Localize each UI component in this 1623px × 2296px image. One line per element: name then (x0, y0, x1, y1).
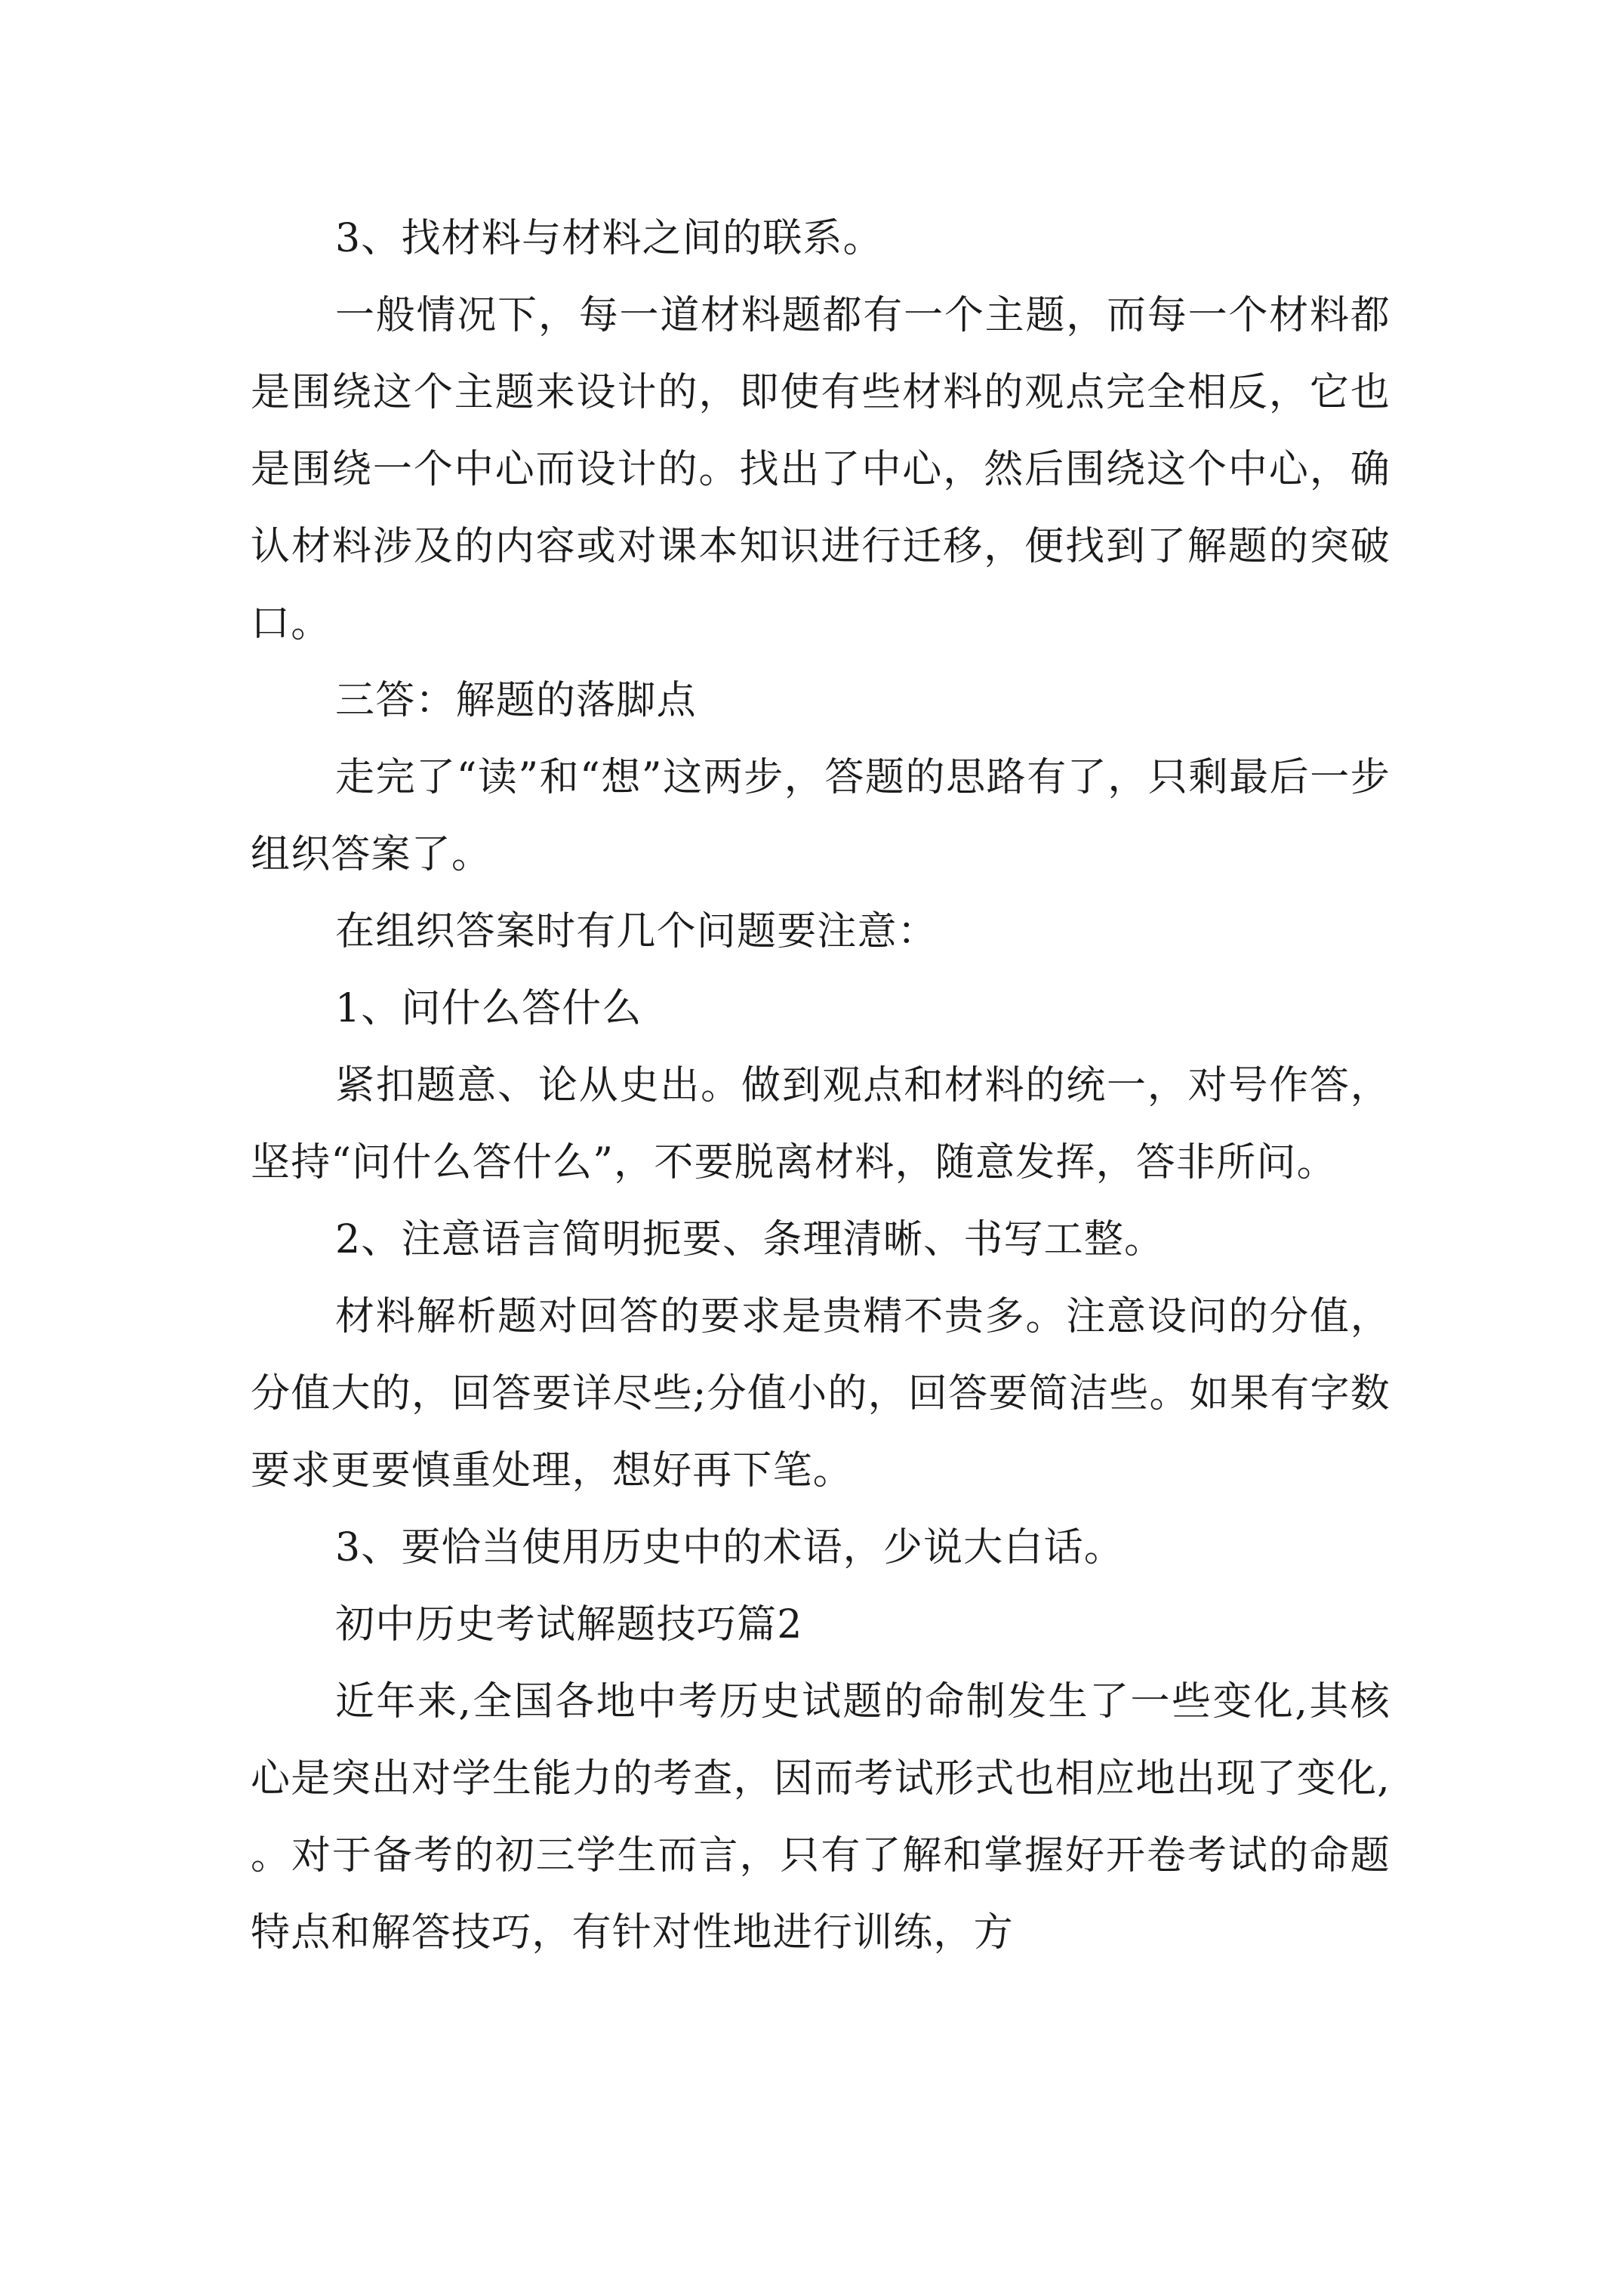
paragraph-notes-intro: 在组织答案时有几个问题要注意： (335, 909, 938, 954)
paragraph-read-think: 走完了“读”和“想”这两步，答题的思路有了，只剩最后一步组织答案了。 (251, 755, 1390, 877)
paragraph-recent-years: 近年来,全国各地中考历史试题的命制发生了一些变化,其核心是突出对学生能力的考查，因而考试形式也相应地出现了变化,。对于备考的初三学生而言，只有了解和掌握好开卷考试的命题特点和解答技巧，有针对性地进行训练，方 (251, 1679, 1390, 1955)
paragraph-point-1-detail: 紧扣题意、论从史出。做到观点和材料的统一，对号作答，坚持“问什么答什么”，不要脱离材料，随意发挥，答非所问。 (251, 1063, 1390, 1185)
paragraph-section-title-2: 初中历史考试解题技巧篇2 (335, 1602, 803, 1647)
paragraph-find-links: 3、找材料与材料之间的联系。 (335, 216, 883, 261)
paragraph-point-2: 2、注意语言简明扼要、条理清晰、书写工整。 (335, 1217, 1165, 1262)
paragraph-point-2-detail: 材料解析题对回答的要求是贵精不贵多。注意设问的分值，分值大的，回答要详尽些;分值小的，回答要简洁些。如果有字数要求更要慎重处理，想好再下笔。 (251, 1294, 1390, 1493)
document-body (251, 200, 1390, 1971)
paragraph-point-1: 1、问什么答什么 (335, 986, 642, 1031)
paragraph-heading-answer: 三答：解题的落脚点 (335, 678, 697, 723)
paragraph-material-theme: 一般情况下，每一道材料题都有一个主题，而每一个材料都是围绕这个主题来设计的，即使有些材料的观点完全相反，它也是围绕一个中心而设计的。找出了中心，然后围绕这个中心，确认材料涉及的内容或对课本知识进行迁移，便找到了解题的突破口。 (251, 293, 1390, 646)
paragraph-point-3: 3、要恰当使用历史中的术语，少说大白话。 (335, 1525, 1125, 1570)
